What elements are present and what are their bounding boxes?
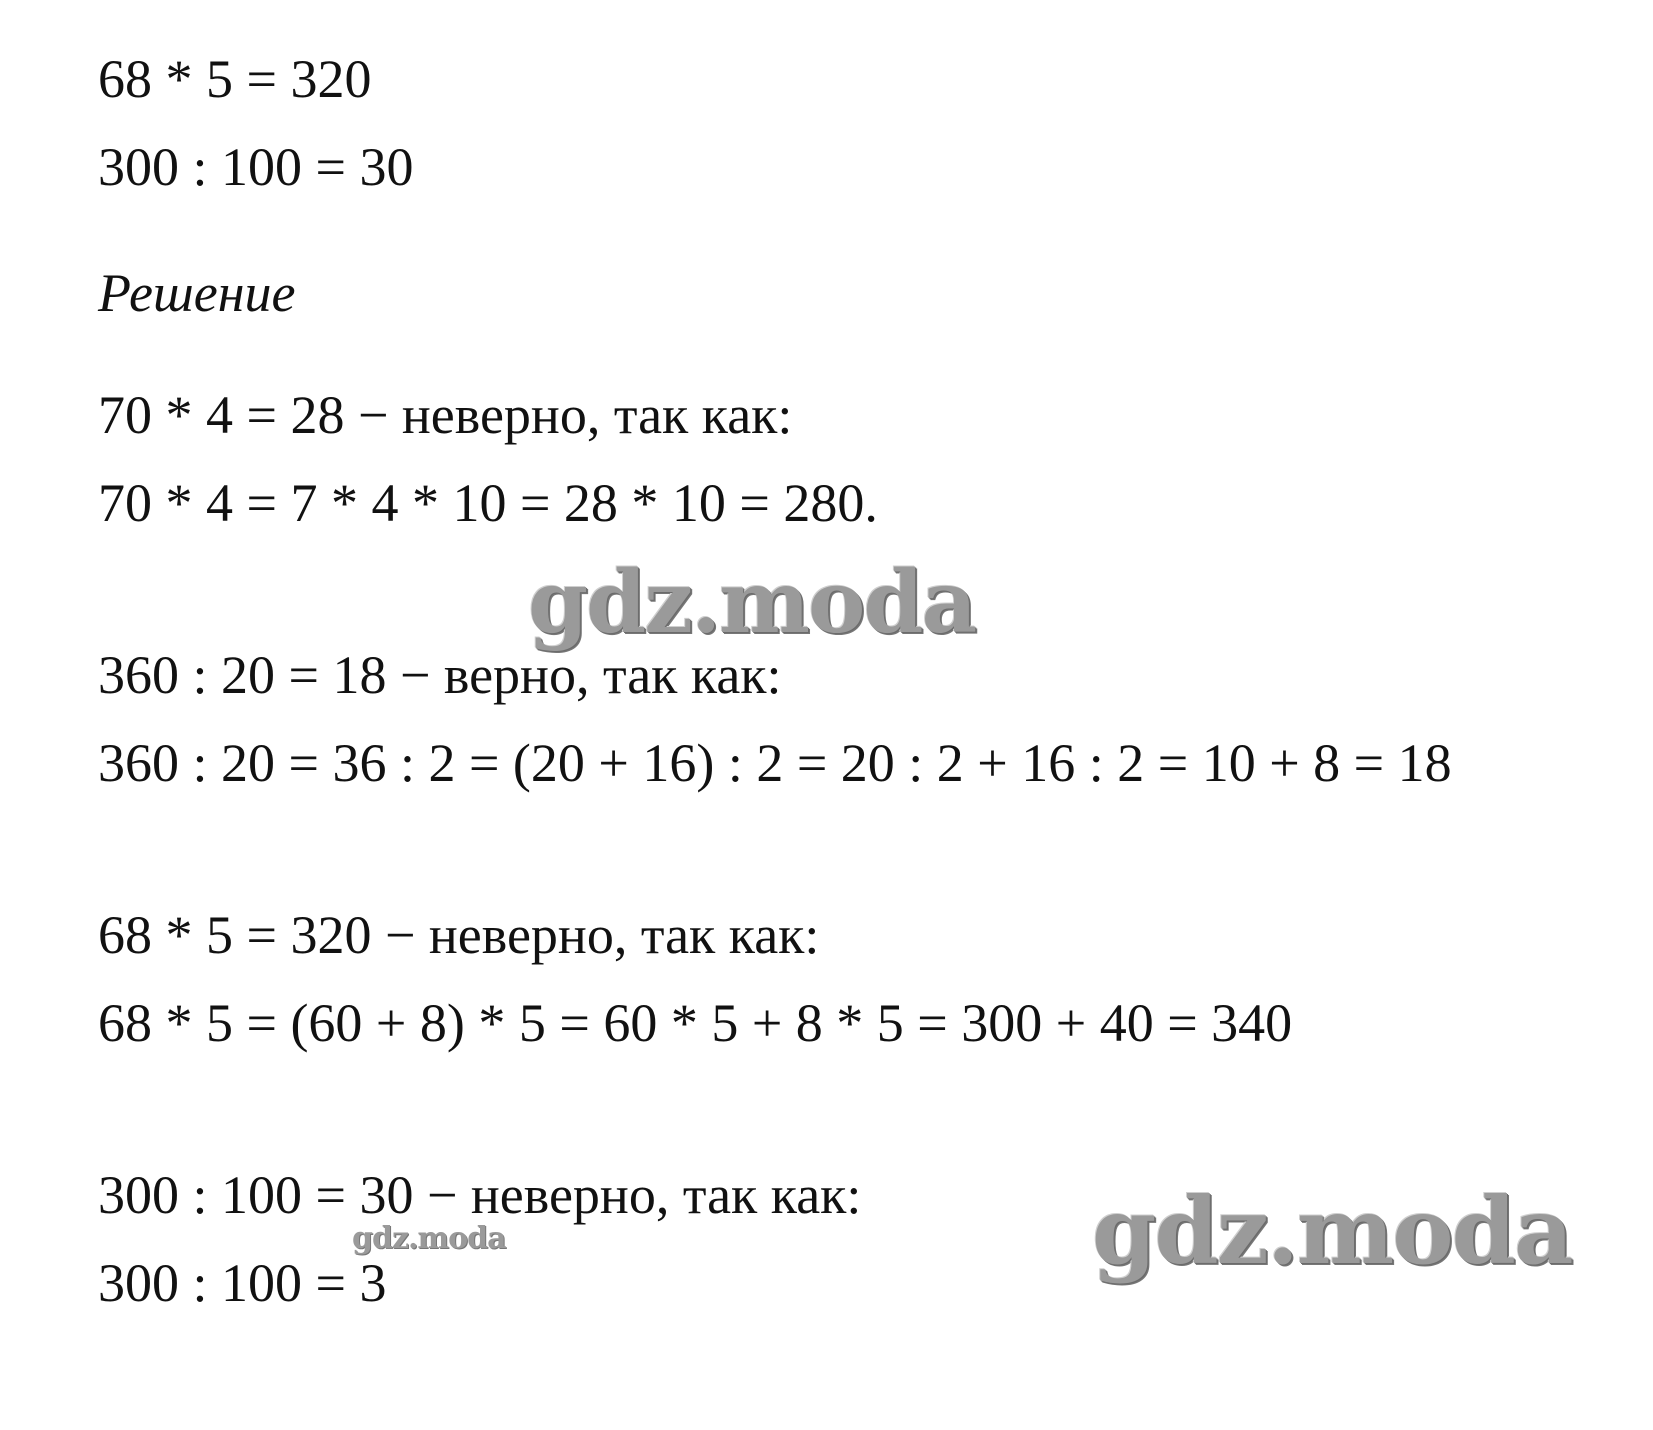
equation-line: 68 * 5 = 320	[98, 49, 372, 109]
equation-line: 68 * 5 = (60 + 8) * 5 = 60 * 5 + 8 * 5 = 300 + 40 = 340	[98, 993, 1293, 1053]
equation-line: 300 : 100 = 30	[98, 137, 414, 197]
equation-line: 300 : 100 = 3	[98, 1253, 387, 1313]
equation-line: 360 : 20 = 18 − верно, так как:	[98, 645, 782, 705]
watermark-small: gdz.moda	[352, 1221, 506, 1256]
solution-heading: Решение	[98, 263, 296, 323]
equation-line: 68 * 5 = 320 − неверно, так как:	[98, 905, 820, 965]
equation-line: 70 * 4 = 28 − неверно, так как:	[98, 385, 793, 445]
equation-line: 300 : 100 = 30 − неверно, так как:	[98, 1165, 862, 1225]
equation-line: 70 * 4 = 7 * 4 * 10 = 28 * 10 = 280.	[98, 473, 878, 533]
equation-line: 360 : 20 = 36 : 2 = (20 + 16) : 2 = 20 : 2 + 16 : 2 = 10 + 8 = 18	[98, 733, 1452, 793]
watermark: gdz.moda	[528, 552, 976, 653]
watermark: gdz.moda	[1092, 1177, 1572, 1285]
